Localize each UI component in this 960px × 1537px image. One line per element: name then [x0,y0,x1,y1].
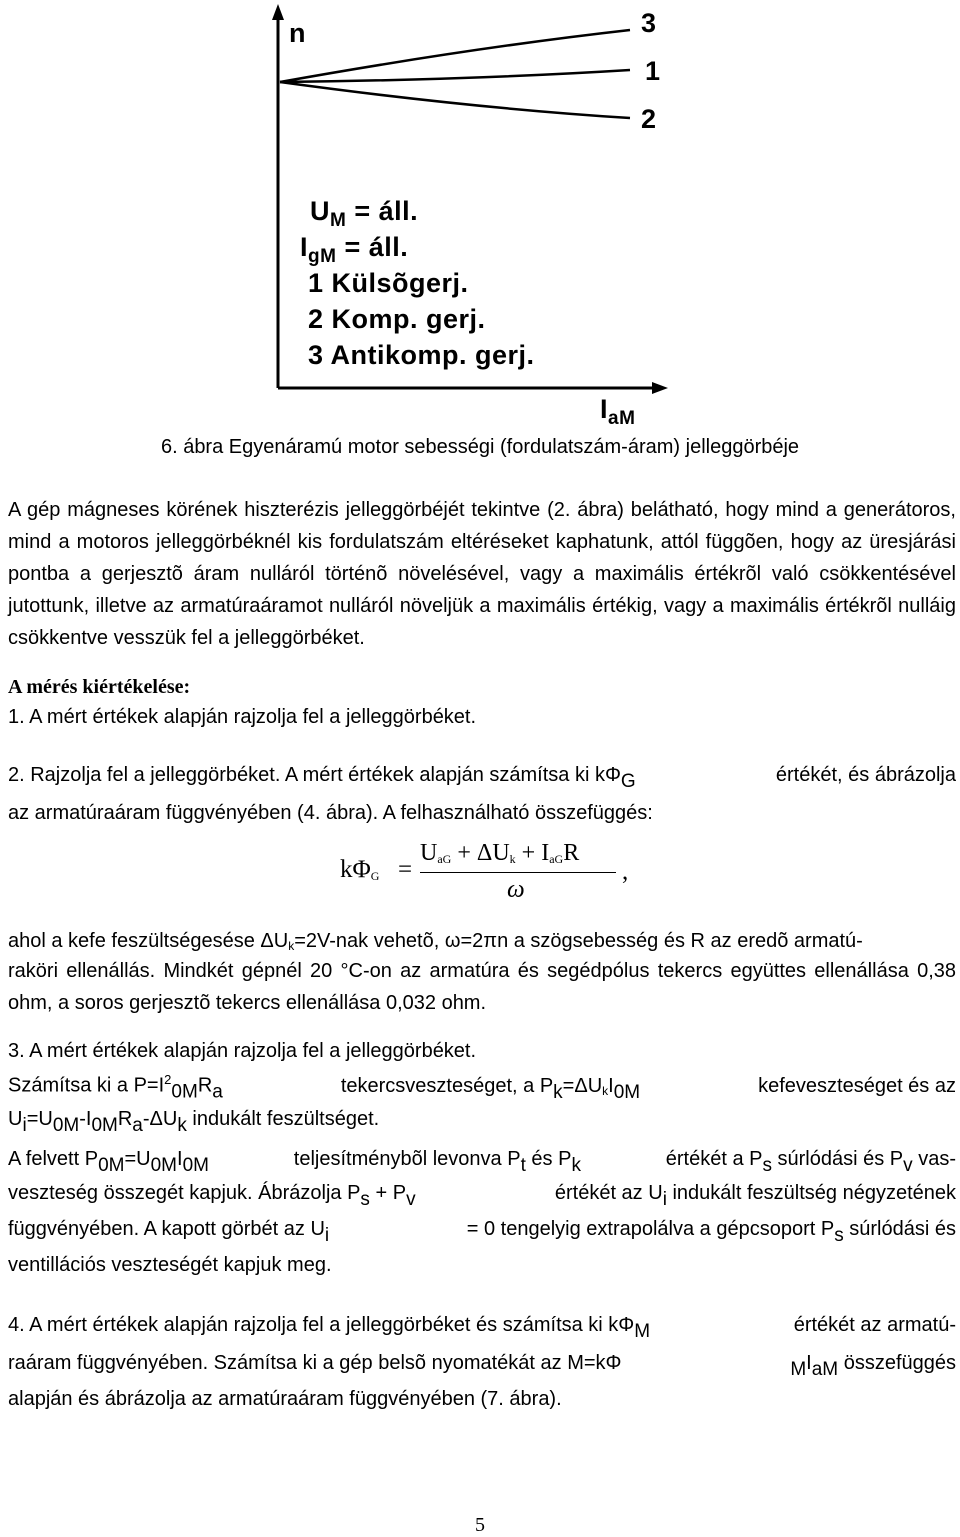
item-3-line-2: $U_i=U_{0M}-I_{0M}R_a-\Delta U_k$ indukált feszültséget. [8,1108,380,1136]
intro-paragraph: A gép mágneses körének hiszterézis jelleggörbéjét tekintve (2. ábra) belátható, hogy mind a generátoros, mind a motoros jelleggörbéknél kis fordulatszám eltéréseket kaphatunk, attól függõen, hogy az üresjárási pontba a gerjesztõ áram nulláról történõ növelésével, vagy a maximális értékrõl való csökkentésével jutottunk, illetve az armatúraáramot nulláról növeljük a maximális értékig, vagy a maximális értékrõl nulláig csökkentve vesszük fel a jelleggörbéket. [8,499,956,649]
ahol-rest: raköri ellenállás. Mindkét gépnél 20 °C-on az armatúra és segédpólus tekercs együttes ellenállása 0,38 ohm, a soros gerjesztõ tekercs ellenállása 0,032 ohm. [8,960,956,1014]
x-axis-arrow [652,382,668,394]
speed-characteristic-figure [0,0,960,430]
ahol-line-1: ahol a kefe feszültségesése $\Delta U_k=2V$-nak vehetõ, ω=2πn a szögsebesség és R az eredõ armatú- [8,930,863,953]
formula-fraction-bar [420,872,616,873]
item-3-line-6: ventillációs veszteségét kapjuk meg. [8,1254,332,1276]
item-4-line-2: raáram függvényében. Számítsa ki a gép belsõ nyomatékát az M=kΦ $_MI_{aM}$ összefüggés [8,1352,956,1380]
curve-2-komp [280,82,630,118]
item-1: 1. A mért értékek alapján rajzolja fel a jelleggörbéket. [8,706,477,728]
section-heading: A mérés kiértékelése: [8,676,191,698]
formula-numerator: $U_{aG} + \Delta U_k + I_{aG}R$ [420,840,580,866]
legend-line-3: 1 Külsõgerj. [308,268,469,298]
formula-lhs: $k\Phi_G$ [340,856,380,883]
formula-comma: , [622,858,629,885]
item-2-line-1: 2. Rajzolja fel a jelleggörbéket. A mért értékek alapján számítsa ki $k\Phi_G$ értékét, és ábrázolja [8,764,956,792]
figure-caption: 6. ábra Egyenáramú motor sebességi (fordulatszám-áram) jelleggörbéje [160,436,800,458]
formula-equals: = [398,856,413,883]
legend-line-4: 2 Komp. gerj. [308,304,486,334]
legend-line-1: $U_M$ = áll. [310,196,419,231]
item-2-line-2: az armatúraáram függvényében (4. ábra). A felhasználható összefüggés: [8,802,653,824]
legend-line-2: $I_{gM}$ = áll. [300,232,409,267]
item-3-title: 3. A mért értékek alapján rajzolja fel a jelleggörbéket. [8,1040,477,1062]
curve-label-3: 3 [641,8,657,38]
item-3-line-5: függvényében. A kapott görbét az $U_i$ = 0 tengelyig extrapolálva a gépcsoport $P_s$ súrlódási és [8,1218,956,1246]
page-number: 5 [475,1514,485,1536]
x-axis-label: $I_{aM}$ [600,394,636,429]
item-3-line-4: veszteség összegét kapjuk. Ábrázolja $P_s + P_v$ értékét az $U_i$ indukált feszültség négyzetének [8,1182,956,1210]
item-4-line-1: 4. A mért értékek alapján rajzolja fel a jelleggörbéket és számítsa ki $k\Phi_M$ értékét az armatú- [8,1314,956,1342]
curve-label-1: 1 [645,56,661,86]
curve-label-2: 2 [641,104,657,134]
formula-denominator: ω [507,876,525,903]
item-4-line-3: alapján és ábrázolja az armatúraáram függvényében (7. ábra). [8,1388,562,1410]
legend-line-5: 3 Antikomp. gerj. [308,340,535,370]
y-axis-arrow [272,4,284,20]
y-axis-label: n [289,18,306,48]
item-3-line-1: Számítsa ki a $P=I^2_{0M}R_a$ tekercsveszteséget, a $P_k=\Delta U_kI_{0M}$ kefeveszteséget és az [8,1072,956,1103]
item-3-line-3: A felvett $P_{0M}=U_{0M}I_{0M}$ teljesítménybõl levonva $P_t$ és $P_k$ értékét a $P_s$ súrlódási és $P_v$ vas- [8,1148,956,1176]
